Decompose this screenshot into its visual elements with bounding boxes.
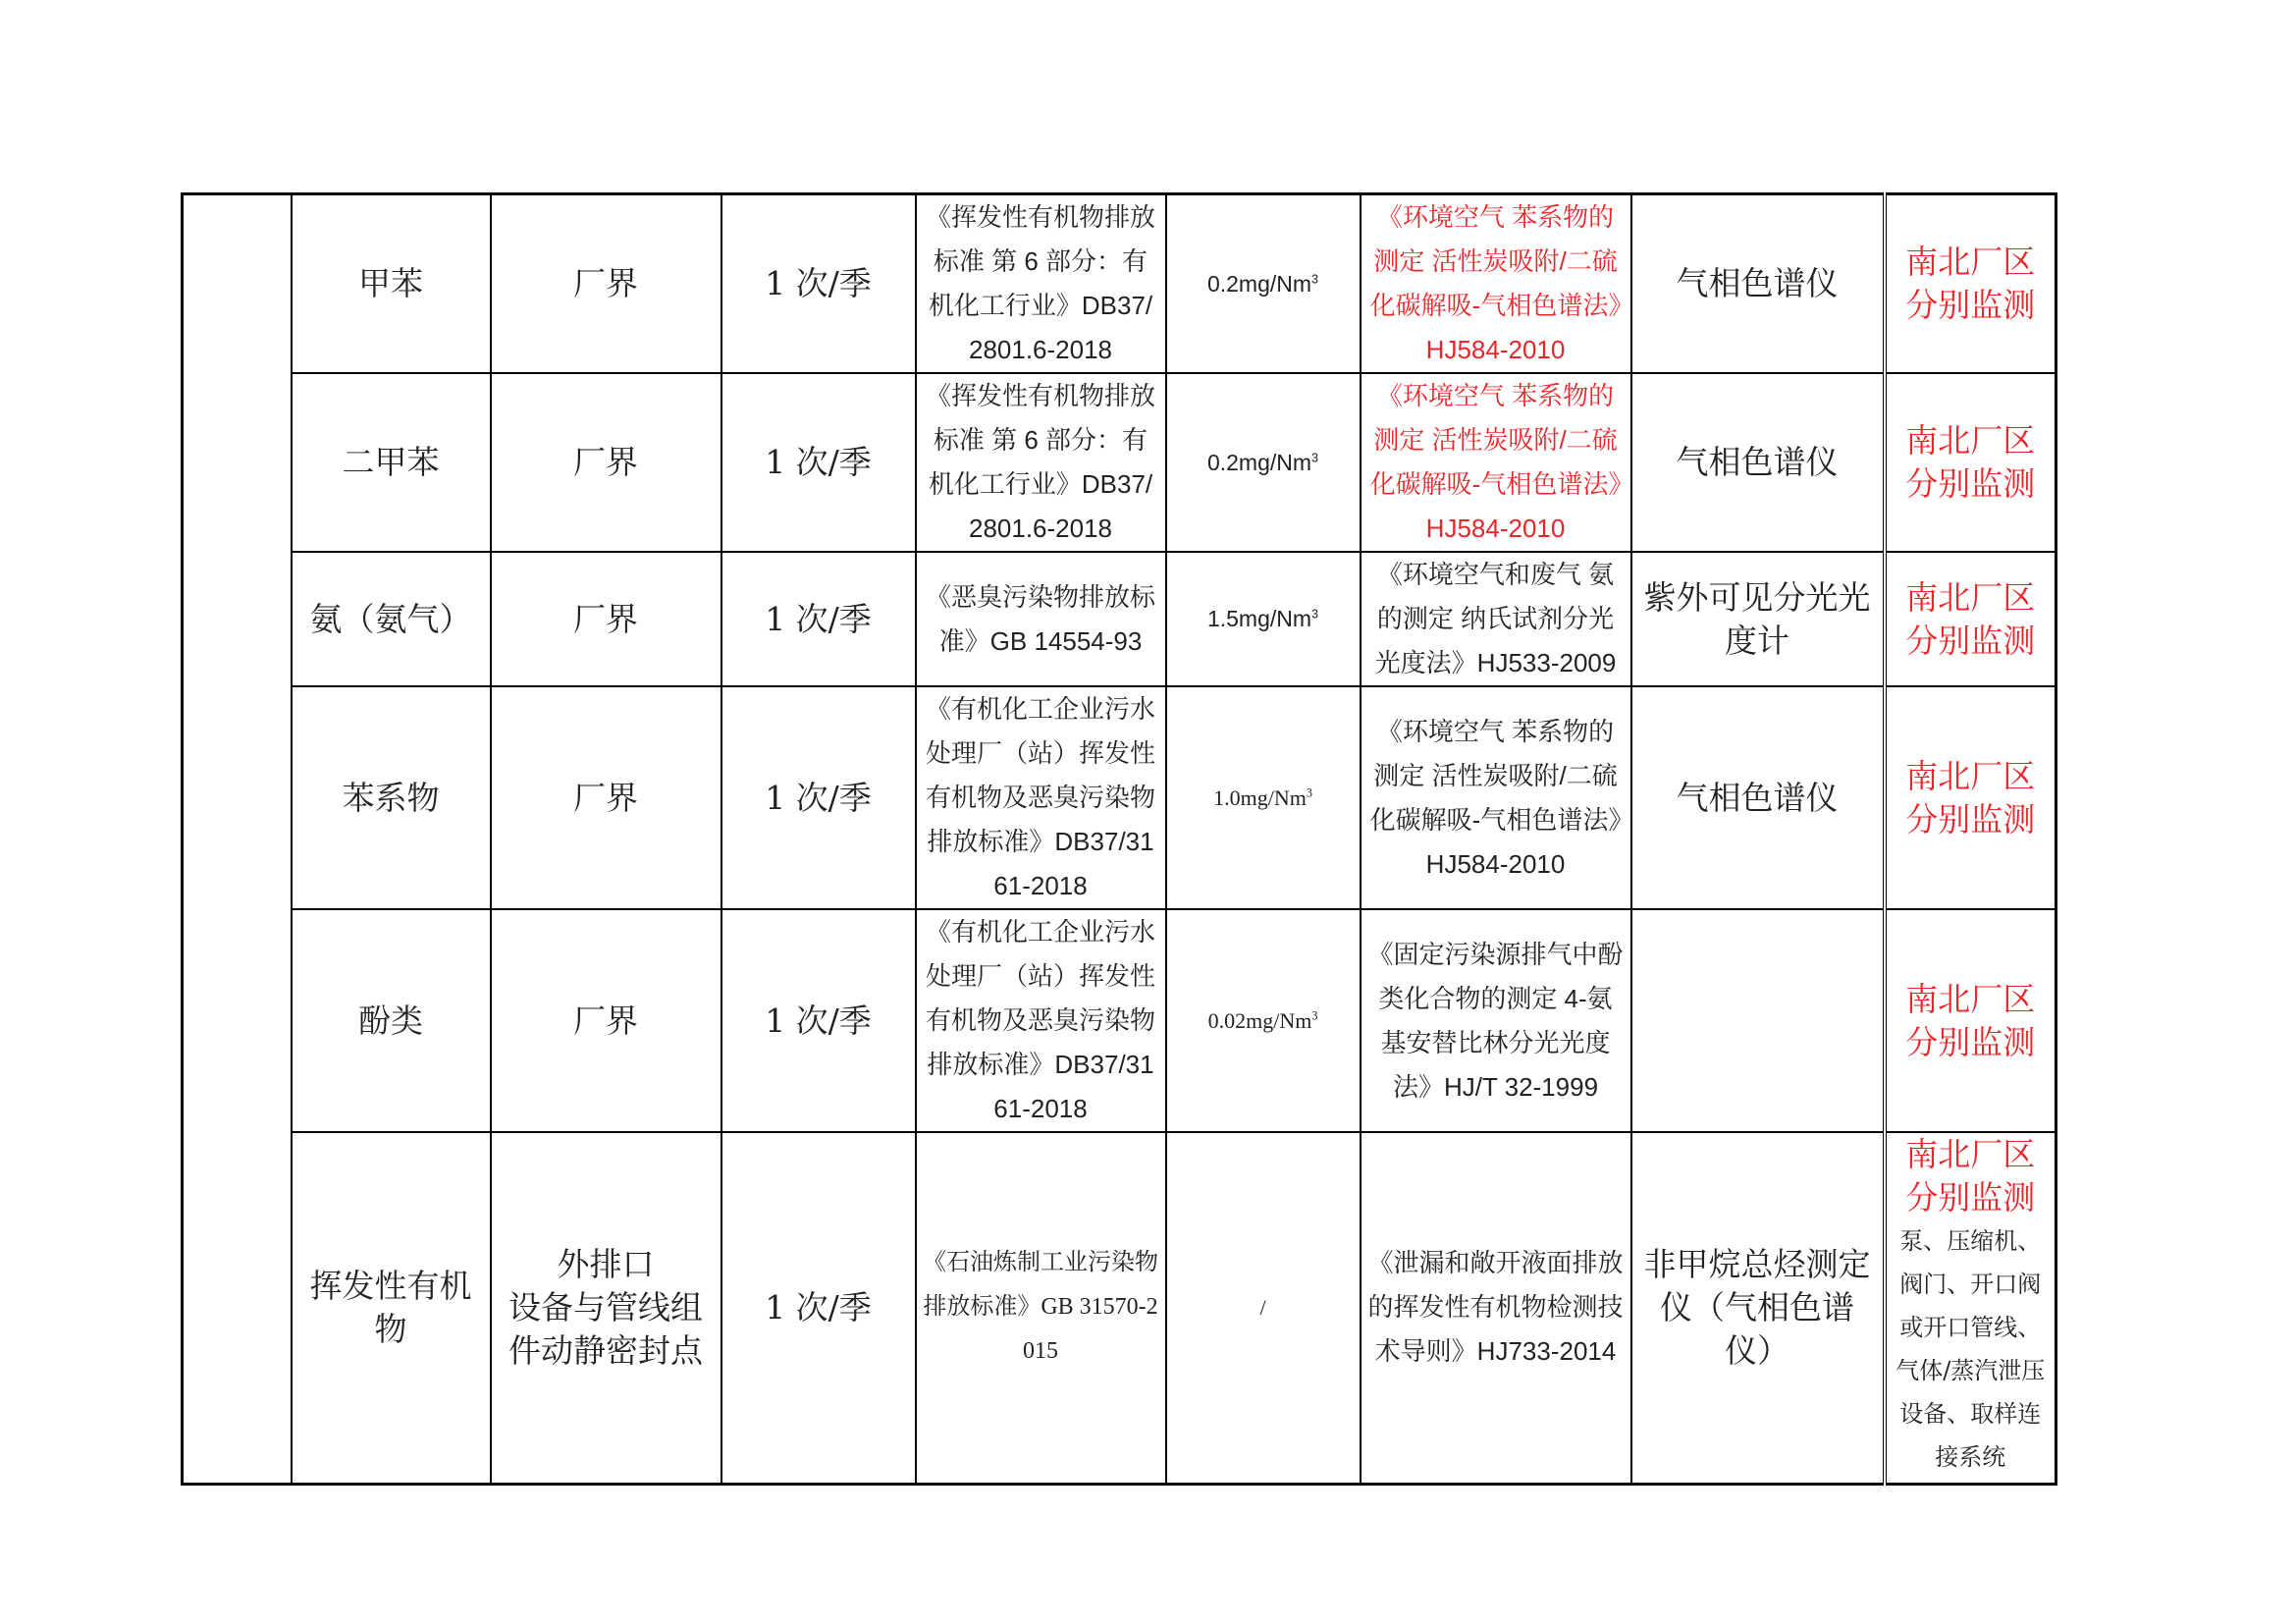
pollutant-cell: 苯系物 <box>292 686 491 909</box>
instrument-cell: 非甲烷总烃测定仪（气相色谱仪） <box>1631 1132 1885 1484</box>
table-row <box>183 194 2056 374</box>
limit-cell <box>1166 552 1361 686</box>
limit-cell: / <box>1166 1132 1361 1484</box>
frequency-cell: 1 次/季 <box>721 1132 916 1484</box>
method-cell: 《环境空气 苯系物的测定 活性炭吸附/二硫化碳解吸-气相色谱法》HJ584-2010 <box>1361 686 1631 909</box>
limit-value: 1.5mg/Nm <box>1206 606 1312 631</box>
frequency-cell: 1 次/季 <box>721 194 916 374</box>
standard-cell: 《挥发性有机物排放标准 第 6 部分：有机化工行业》DB37/2801.6-2018 <box>916 373 1166 552</box>
location-cell: 厂界 <box>491 194 721 374</box>
method-cell: 《固定污染源排气中酚类化合物的测定 4-氨基安替比林分光光度法》HJ/T 32-1999 <box>1361 909 1631 1132</box>
instrument-cell <box>1631 909 1885 1132</box>
remark-cell: 南北厂区分别监测 <box>1885 194 2056 374</box>
location-cell: 厂界 <box>491 552 721 686</box>
standard-cell: 《有机化工企业污水处理厂（站）挥发性有机物及恶臭污染物排放标准》DB37/3161-2018 <box>916 909 1166 1132</box>
limit-unit-sup: 3 <box>1311 1008 1318 1023</box>
method-cell: 《泄漏和敞开液面排放的挥发性有机物检测技术导则》HJ733-2014 <box>1361 1132 1631 1484</box>
limit-value: 1.0mg/Nm <box>1213 785 1307 810</box>
limit-unit-sup: 3 <box>1311 271 1319 286</box>
remark-cell <box>1885 1132 2056 1484</box>
method-cell: 《环境空气 苯系物的测定 活性炭吸附/二硫化碳解吸-气相色谱法》HJ584-2010 <box>1361 194 1631 374</box>
monitoring-table <box>181 192 2057 1486</box>
method-cell: 《环境空气 苯系物的测定 活性炭吸附/二硫化碳解吸-气相色谱法》HJ584-2010 <box>1361 373 1631 552</box>
remark-note: 泵、压缩机、阀门、开口阀或开口管线、气体/蒸汽泄压设备、取样连接系统 <box>1896 1227 2046 1471</box>
limit-unit-sup: 3 <box>1306 785 1312 800</box>
table-row <box>183 1132 2056 1484</box>
limit-cell <box>1166 686 1361 909</box>
standard-cell: 《恶臭污染物排放标准》GB 14554-93 <box>916 552 1166 686</box>
instrument-cell: 气相色谱仪 <box>1631 373 1885 552</box>
method-cell: 《环境空气和废气 氨的测定 纳氏试剂分光光度法》HJ533-2009 <box>1361 552 1631 686</box>
remark-text: 南北厂区分别监测 <box>1905 1135 2036 1217</box>
location-cell: 厂界 <box>491 686 721 909</box>
location-cell <box>491 1132 721 1484</box>
standard-cell: 《石油炼制工业污染物排放标准》GB 31570-2015 <box>916 1132 1166 1484</box>
table-row <box>183 686 2056 909</box>
limit-cell <box>1166 194 1361 374</box>
remark-cell: 南北厂区分别监测 <box>1885 373 2056 552</box>
instrument-cell: 气相色谱仪 <box>1631 194 1885 374</box>
frequency-cell: 1 次/季 <box>721 909 916 1132</box>
standard-cell: 《有机化工企业污水处理厂（站）挥发性有机物及恶臭污染物排放标准》DB37/3161-2018 <box>916 686 1166 909</box>
remark-cell: 南北厂区分别监测 <box>1885 909 2056 1132</box>
standard-cell: 《挥发性有机物排放标准 第 6 部分：有机化工行业》DB37/2801.6-2018 <box>916 194 1166 374</box>
limit-cell <box>1166 373 1361 552</box>
table-row <box>183 909 2056 1132</box>
instrument-cell: 紫外可见分光光度计 <box>1631 552 1885 686</box>
limit-value: 0.02mg/Nm <box>1207 1007 1312 1033</box>
limit-value: 0.2mg/Nm <box>1206 449 1312 475</box>
pollutant-cell: 氨（氨气） <box>292 552 491 686</box>
pollutant-cell: 二甲苯 <box>292 373 491 552</box>
limit-value: 0.2mg/Nm <box>1206 270 1312 297</box>
limit-cell <box>1166 909 1361 1132</box>
pollutant-cell: 挥发性有机物 <box>292 1132 491 1484</box>
frequency-cell: 1 次/季 <box>721 686 916 909</box>
pollutant-cell: 甲苯 <box>292 194 491 374</box>
table-row <box>183 373 2056 552</box>
limit-unit-sup: 3 <box>1311 607 1319 622</box>
limit-unit-sup: 3 <box>1311 450 1319 464</box>
location-cell: 厂界 <box>491 373 721 552</box>
frequency-cell: 1 次/季 <box>721 552 916 686</box>
remark-cell: 南北厂区分别监测 <box>1885 686 2056 909</box>
location-line: 设备与管线组件动静密封点 <box>508 1287 703 1370</box>
table-row <box>183 552 2056 686</box>
location-line: 外排口 <box>557 1244 655 1283</box>
frequency-cell: 1 次/季 <box>721 373 916 552</box>
pollutant-cell: 酚类 <box>292 909 491 1132</box>
location-cell: 厂界 <box>491 909 721 1132</box>
remark-cell: 南北厂区分别监测 <box>1885 552 2056 686</box>
category-cell <box>183 194 292 1485</box>
instrument-cell: 气相色谱仪 <box>1631 686 1885 909</box>
